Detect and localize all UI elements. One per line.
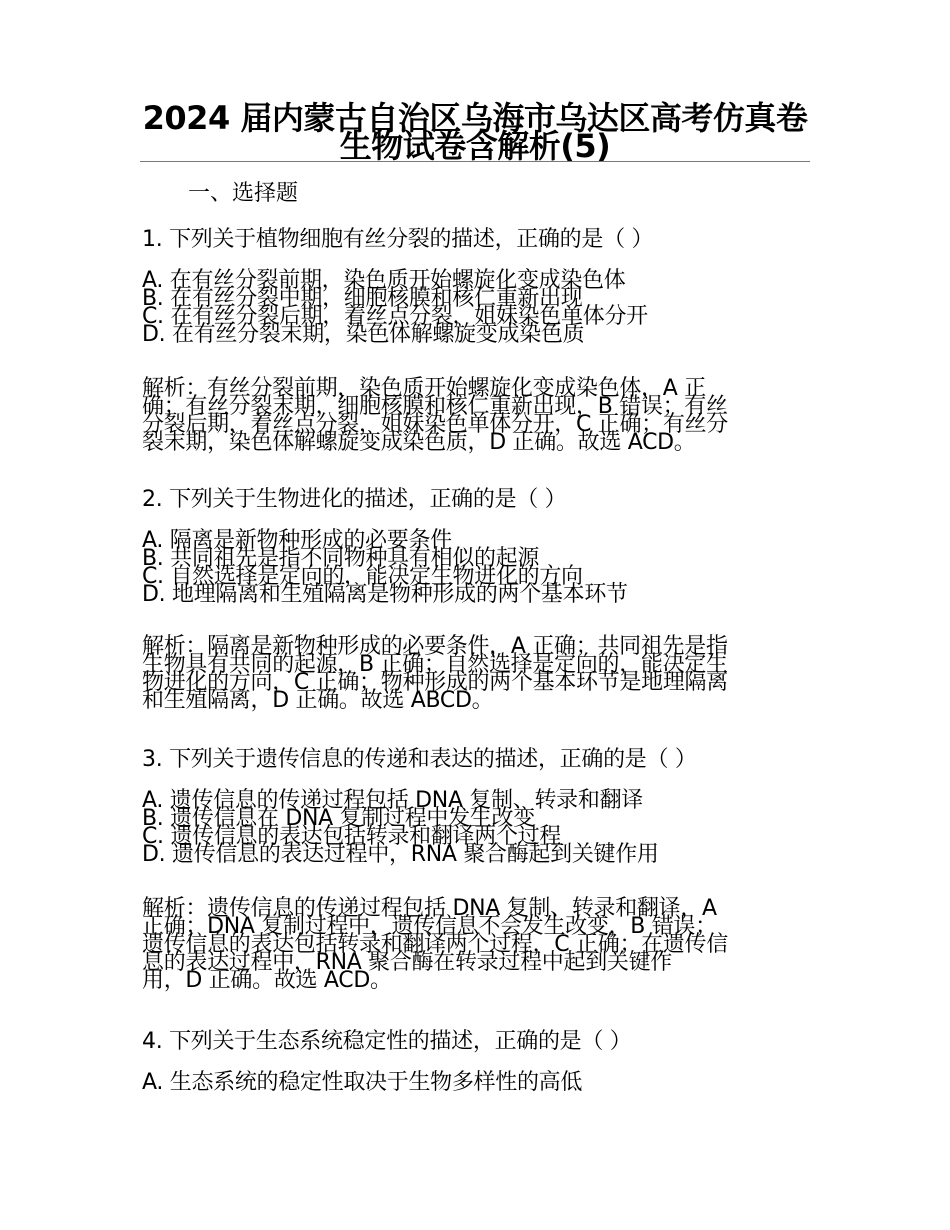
analysis-line: 裂末期，染色体解螺旋变成染色质，D 正确。故选 ACD。 (142, 430, 696, 455)
analysis-line: 遗传信息的表达包括转录和翻译两个过程，C 正确；在遗传信 (142, 932, 728, 957)
section-heading: 一、选择题 (188, 181, 299, 206)
analysis-line: 确；有丝分裂末期，细胞核膜和核仁重新出现，B 错误；有丝 (142, 394, 728, 419)
question-1-option-d: D. 在有丝分裂末期，染色体解螺旋变成染色质 (142, 322, 585, 347)
question-2-option-b: B. 共同祖先是指不同物种具有相似的起源 (142, 546, 540, 571)
question-1-option-b: B. 在有丝分裂中期，细胞核膜和核仁重新出现 (142, 286, 583, 311)
analysis-line: 息的表达过程中，RNA 聚合酶在转录过程中起到关键作 (142, 950, 672, 975)
analysis-line: 解析：有丝分裂前期，染色质开始螺旋化变成染色体，A 正 (142, 376, 706, 401)
analysis-line: 物进化的方向，C 正确；物种形成的两个基本环节是地理隔离 (142, 670, 728, 695)
question-3-option-c: C. 遗传信息的表达包括转录和翻译两个过程 (142, 824, 562, 849)
document-title: 2024 届内蒙古自治区乌海市乌达区高考仿真卷生物试卷含解析(5) (142, 99, 808, 165)
question-4-stem: 4. 下列关于生态系统稳定性的描述，正确的是（ ） (142, 1029, 632, 1054)
analysis-line: 和生殖隔离，D 正确。故选 ABCD。 (142, 688, 494, 713)
question-3-option-a: A. 遗传信息的传递过程包括 DNA 复制、转录和翻译 (142, 788, 643, 813)
analysis-line: 解析：隔离是新物种形成的必要条件，A 正确；共同祖先是指 (142, 634, 728, 659)
question-2-stem: 2. 下列关于生物进化的描述，正确的是（ ） (142, 487, 567, 512)
question-3-option-b: B. 遗传信息在 DNA 复制过程中发生改变 (142, 806, 535, 831)
analysis-line: 解析：遗传信息的传递过程包括 DNA 复制、转录和翻译，A (142, 896, 717, 921)
question-1-options (142, 268, 810, 347)
question-2-option-c: C. 自然选择是定向的，能决定生物进化的方向 (142, 564, 583, 589)
question-1-analysis (142, 376, 810, 455)
question-4-option-a: A. 生态系统的稳定性取决于生物多样性的高低 (142, 1070, 583, 1095)
analysis-line: 用，D 正确。故选 ACD。 (142, 968, 392, 993)
analysis-line: 正确；DNA 复制过程中，遗传信息不会发生改变，B 错误； (142, 914, 717, 939)
question-1-stem: 1. 下列关于植物细胞有丝分裂的描述，正确的是（ ） (142, 227, 654, 252)
question-3-analysis (142, 896, 810, 993)
question-2-analysis (142, 634, 810, 713)
title-underline (140, 161, 810, 162)
question-2-option-d: D. 地理隔离和生殖隔离是物种形成的两个基本环节 (142, 582, 628, 607)
analysis-line: 分裂后期，着丝点分裂，姐妹染色单体分开，C 正确；有丝分 (142, 412, 728, 437)
question-3-options (142, 788, 810, 867)
analysis-line: 生物具有共同的起源，B 正确；自然选择是定向的，能决定生 (142, 652, 728, 677)
question-2-option-a: A. 隔离是新物种形成的必要条件 (142, 528, 452, 553)
question-1-option-a: A. 在有丝分裂前期，染色质开始螺旋化变成染色体 (142, 268, 626, 293)
question-2-options (142, 528, 810, 607)
question-4-options (142, 1070, 810, 1095)
question-3-option-d: D. 遗传信息的表达过程中，RNA 聚合酶起到关键作用 (142, 842, 659, 867)
question-1-option-c: C. 在有丝分裂后期，着丝点分裂，姐妹染色单体分开 (142, 304, 648, 329)
question-3-stem: 3. 下列关于遗传信息的传递和表达的描述，正确的是（ ） (142, 747, 697, 772)
